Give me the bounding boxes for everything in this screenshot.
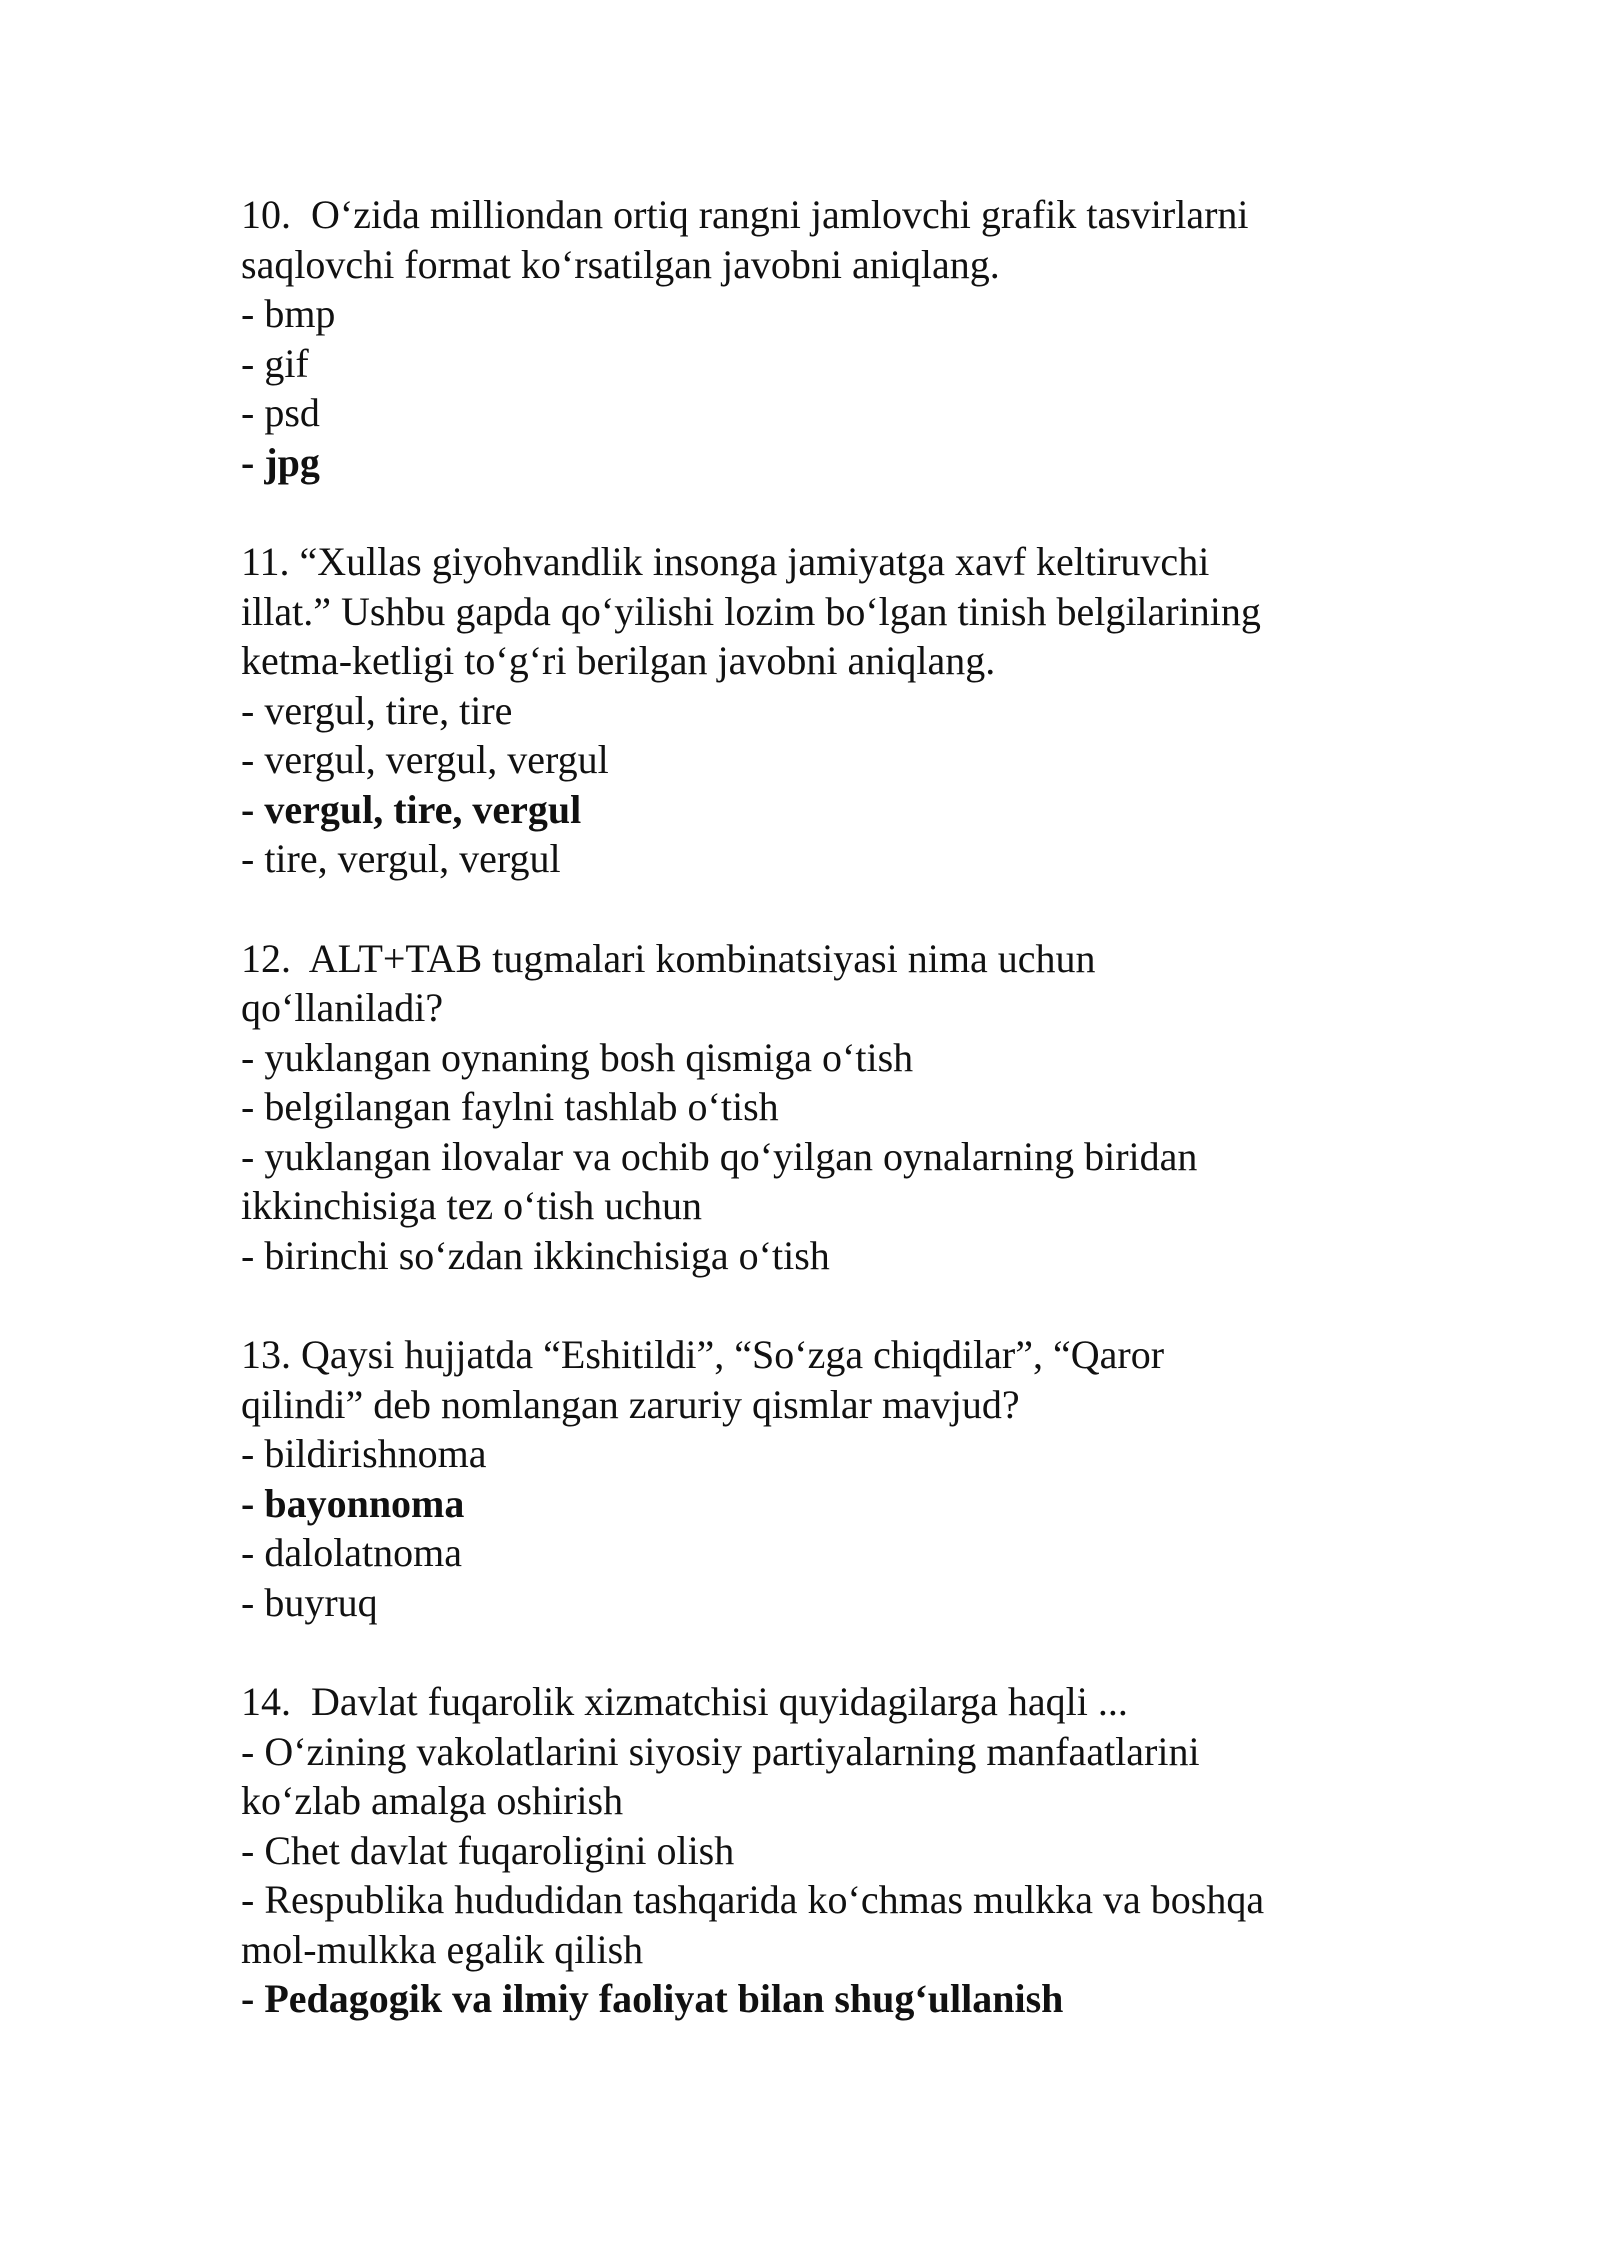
question-text-line: qo‘llaniladi? bbox=[241, 985, 444, 1030]
question-text-line: 12. ALT+TAB tugmalari kombinatsiyasi nima uchun bbox=[241, 935, 1096, 981]
question-text-line: saqlovchi format ko‘rsatilgan javobni aniqlang. bbox=[241, 241, 1000, 287]
answer-option-line: - vergul, vergul, vergul bbox=[241, 737, 609, 782]
question-text-line: 11. “Xullas giyohvandlik insonga jamiyatga xavf keltiruvchi bbox=[241, 539, 1210, 584]
question-text-line: 13. Qaysi hujjatda “Eshitildi”, “So‘zga chiqdilar”, “Qaror bbox=[241, 1332, 1165, 1377]
correct-answer-option-line: - jpg bbox=[241, 439, 320, 485]
answer-option-line: - psd bbox=[241, 390, 320, 435]
answer-option-line: ko‘zlab amalga oshirish bbox=[241, 1778, 624, 1823]
correct-answer-option-line: - vergul, tire, vergul bbox=[241, 786, 582, 832]
answer-option-line: - dalolatnoma bbox=[241, 1530, 463, 1575]
question-block bbox=[241, 934, 1391, 1281]
answer-option-line: ikkinchisiga tez o‘tish uchun bbox=[241, 1183, 703, 1228]
answer-option-line: - bmp bbox=[241, 291, 336, 336]
question-text-line: illat.” Ushbu gapda qo‘yilishi lozim bo‘lgan tinish belgilarining bbox=[241, 588, 1261, 634]
question-block bbox=[241, 190, 1391, 487]
answer-option-line: - belgilangan faylni tashlab o‘tish bbox=[241, 1084, 779, 1129]
document-content bbox=[241, 190, 1391, 2074]
question-text-line: qilindi” deb nomlangan zaruriy qismlar mavjud? bbox=[241, 1381, 1020, 1427]
question-block bbox=[241, 1330, 1391, 1627]
answer-option-line: - Chet davlat fuqaroligini olish bbox=[241, 1827, 735, 1873]
answer-option-line: mol-mulkka egalik qilish bbox=[241, 1926, 644, 1972]
correct-answer-option-line: - bayonnoma bbox=[241, 1480, 465, 1526]
question-block bbox=[241, 1677, 1391, 2024]
question-block bbox=[241, 537, 1391, 884]
answer-option-line: - yuklangan oynaning bosh qismiga o‘tish bbox=[241, 1034, 914, 1080]
answer-option-line: - gif bbox=[241, 340, 309, 386]
correct-answer-option-line: - Pedagogik va ilmiy faoliyat bilan shug‘ullanish bbox=[241, 1976, 1064, 2021]
answer-option-line: - birinchi so‘zdan ikkinchisiga o‘tish bbox=[241, 1232, 830, 1278]
answer-option-line: - vergul, tire, tire bbox=[241, 687, 513, 733]
answer-option-line: - yuklangan ilovalar va ochib qo‘yilgan oynalarning biridan bbox=[241, 1133, 1198, 1179]
question-text-line: ketma-ketligi to‘g‘ri berilgan javobni aniqlang. bbox=[241, 638, 996, 683]
answer-option-line: - bildirishnoma bbox=[241, 1431, 487, 1476]
question-text-line: 10. O‘zida milliondan ortiq rangni jamlovchi grafik tasvirlarni bbox=[241, 192, 1249, 237]
question-text-line: 14. Davlat fuqarolik xizmatchisi quyidagilarga haqli ... bbox=[241, 1679, 1128, 1724]
answer-option-line: - tire, vergul, vergul bbox=[241, 836, 561, 881]
answer-option-line: - O‘zining vakolatlarini siyosiy partiyalarning manfaatlarini bbox=[241, 1728, 1200, 1774]
answer-option-line: - Respublika hududidan tashqarida ko‘chmas mulkka va boshqa bbox=[241, 1877, 1265, 1922]
answer-option-line: - buyruq bbox=[241, 1579, 378, 1625]
